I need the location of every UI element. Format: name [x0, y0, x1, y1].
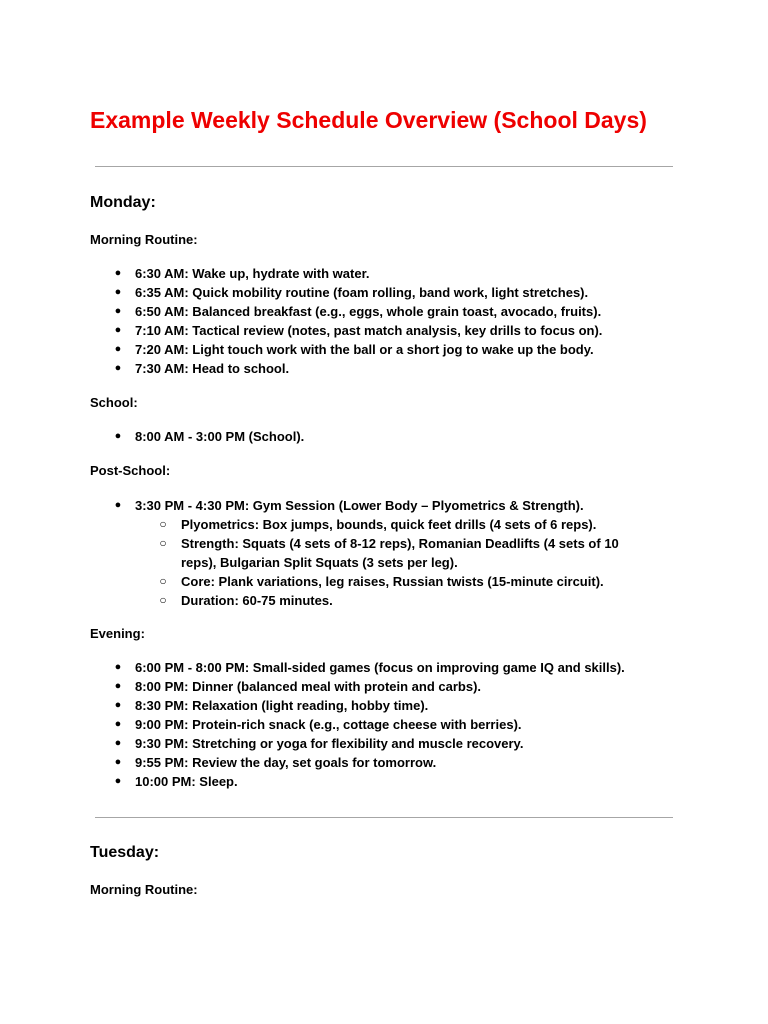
- document-page: Example Weekly Schedule Overview (School Days) Monday: Morning Routine: ● 6:30 AM: Wake up, hydrate with water. ● 6:35 AM: Quick mobility routine (foam rolling, band work, light stretches). ● 6:50 AM: Balanced breakfast (e.g., eggs, whole grain toast, avocado, fruits). ● 7:10 AM: Tactical review (notes, past match analysis, key drills to focus on). ● 7:20 AM: Light touch work with the ball or a short jog to wake up the body. ● 7:30 AM: Head to school. School: ● 8:00 AM - 3:00 PM (School). Post-School: ● 3:30 PM - 4:30 PM: Gym Session (Lower Body – Plyometrics & Strength). ○ Plyometrics: Box jumps, bounds, quick feet drills (4 sets of 6 reps). ○ Strength: Squats (4 sets of 8-12 reps), Romanian Deadlifts (4 sets of 10 reps), Bulgarian Split Squats (3 sets per leg). ○ Core: Plank variations, leg raises, Russian twists (15-minute circuit). ○ Duration: 60-75 minutes. Evening: ● 6:00 PM - 8:00 PM: Small-sided games (focus on improving game IQ and skills). ● 8:00 PM: Dinner (balanced meal with protein and carbs). ● 8:30 PM: Relaxation (light reading, hobby time). ● 9:00 PM: Protein-rich snack (e.g., cottage cheese with berries). ● 9:30 PM: Stretching or yoga for flexibility and muscle recovery. ● 9:55 PM: Review the day, set goals for tomorrow. ● 10:00 PM: Sleep. Tuesday: Morning Routine:: [0, 0, 768, 1024]
- bullet-icon: ●: [114, 699, 122, 711]
- bullet-icon: ●: [114, 737, 122, 749]
- bullet-icon: ●: [114, 343, 122, 355]
- bullet-icon: ●: [114, 286, 122, 298]
- hollow-bullet-icon: ○: [159, 593, 167, 607]
- bullet-icon: ●: [114, 756, 122, 768]
- monday-evening-label: Evening:: [90, 626, 145, 641]
- bullet-icon: ●: [114, 324, 122, 336]
- divider: [95, 166, 673, 167]
- bullet-icon: ●: [114, 499, 122, 511]
- bullet-icon: ●: [114, 680, 122, 692]
- monday-school-label: School:: [90, 395, 138, 410]
- monday-morning-label: Morning Routine:: [90, 232, 198, 247]
- document-title: Example Weekly Schedule Overview (School Days): [90, 107, 647, 133]
- divider: [95, 817, 673, 818]
- tuesday-heading: Tuesday:: [90, 844, 160, 861]
- bullet-icon: ●: [114, 775, 122, 787]
- hollow-bullet-icon: ○: [159, 574, 167, 588]
- bullet-icon: ●: [114, 362, 122, 374]
- monday-heading: Monday:: [90, 194, 156, 211]
- hollow-bullet-icon: ○: [159, 517, 167, 531]
- monday-post-school-label: Post-School:: [90, 463, 171, 478]
- tuesday-morning-label: Morning Routine:: [90, 882, 198, 897]
- hollow-bullet-icon: ○: [159, 536, 167, 550]
- bullet-icon: ●: [114, 661, 122, 673]
- bullet-icon: ●: [114, 305, 122, 317]
- bullet-icon: ●: [114, 267, 122, 279]
- bullet-icon: ●: [114, 430, 122, 442]
- bullet-icon: ●: [114, 718, 122, 730]
